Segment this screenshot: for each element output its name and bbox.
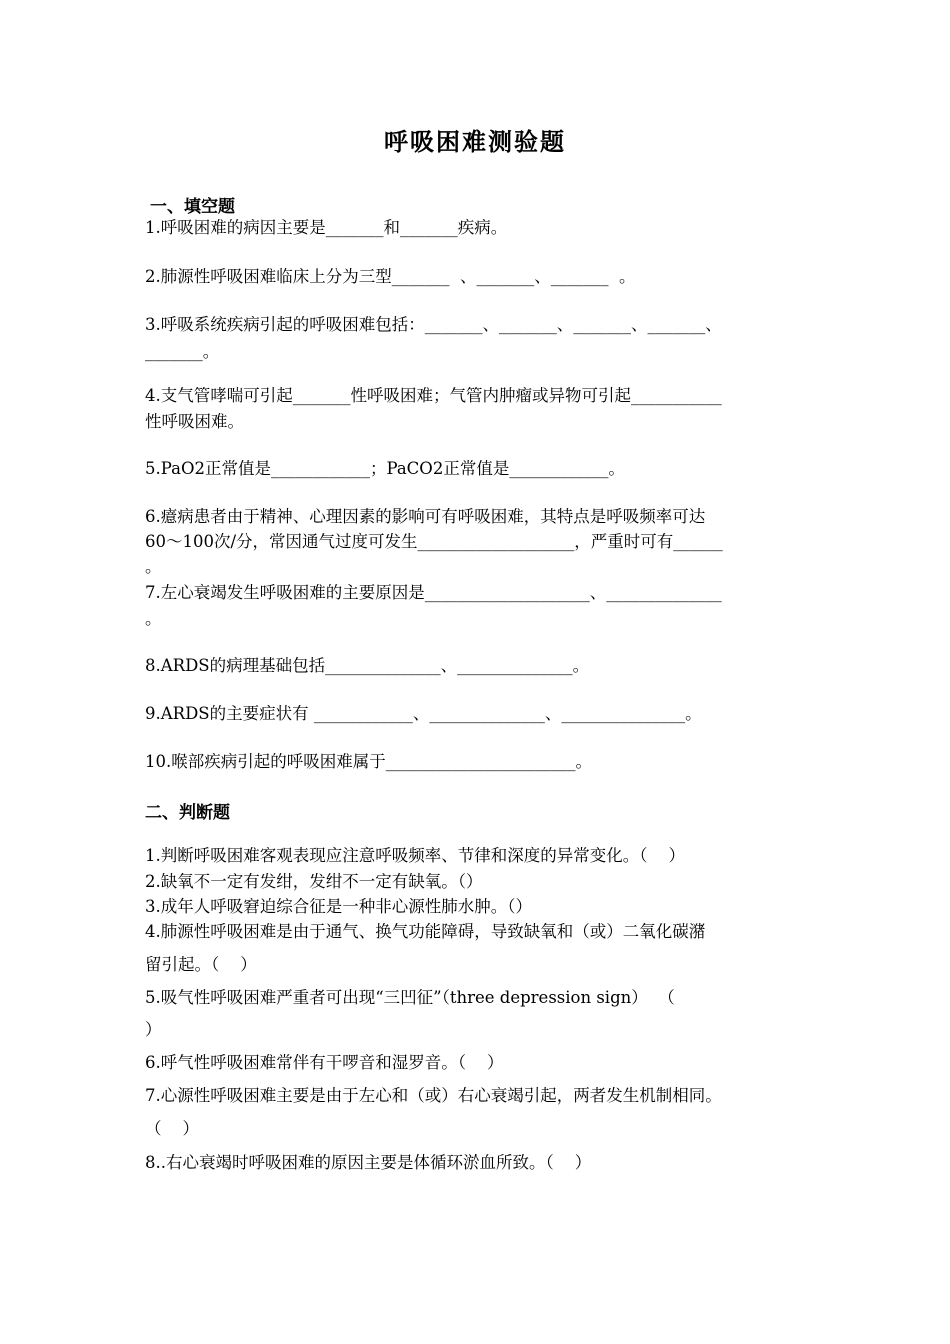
- question-line: （ ）: [145, 1119, 199, 1138]
- question-line: 1.判断呼吸困难客观表现应注意呼吸频率、节律和深度的异常变化。（ ）: [145, 846, 685, 865]
- question-line: 6.呼气性呼吸困难常伴有干啰音和湿罗音。（ ）: [145, 1053, 504, 1072]
- question-line: 4.肺源性呼吸困难是由于通气、换气功能障碍，导致缺氧和（或）二氧化碳潴: [145, 922, 706, 941]
- question-line: 4.支气管哮喘可引起_______性呼吸困难；气管内肿瘤或异物可引起___________: [145, 386, 722, 405]
- page-title: 呼吸困难测验题: [384, 128, 566, 156]
- question-line: 3.呼吸系统疾病引起的呼吸困难包括：_______、_______、_______、_______、: [145, 315, 722, 334]
- section-heading-fill: 一、填空题: [150, 197, 235, 217]
- question-line: 10.喉部疾病引起的呼吸困难属于_______________________。: [145, 752, 592, 771]
- question-line: 8.ARDS的病理基础包括______________、______________。: [145, 656, 590, 675]
- section-heading-judge: 二、判断题: [145, 803, 230, 823]
- question-line: 2.缺氧不一定有发绀，发绀不一定有缺氧。（）: [145, 872, 483, 891]
- question-line: 6.癔病患者由于精神、心理因素的影响可有呼吸困难，其特点是呼吸频率可达: [145, 507, 706, 526]
- question-line: 7.左心衰竭发生呼吸困难的主要原因是____________________、______________: [145, 583, 722, 602]
- question-line: 7.心源性呼吸困难主要是由于左心和（或）右心衰竭引起，两者发生机制相同。: [145, 1086, 722, 1105]
- question-line: 8..右心衰竭时呼吸困难的原因主要是体循环淤血所致。（ ）: [145, 1153, 592, 1172]
- question-line: 性呼吸困难。: [145, 412, 244, 431]
- question-line: 5.PaO2正常值是____________；PaCO2正常值是____________。: [145, 459, 625, 478]
- question-line: 。: [145, 609, 162, 628]
- question-line: 5.吸气性呼吸困难严重者可出现“三凹征”（three depression sign） （: [145, 988, 675, 1007]
- question-line: 。: [145, 557, 162, 576]
- question-line: 3.成年人呼吸窘迫综合征是一种非心源性肺水肿。（）: [145, 897, 532, 916]
- question-line: 1.呼吸困难的病因主要是_______和_______疾病。: [145, 218, 508, 237]
- question-line: _______。: [145, 342, 220, 361]
- question-line: ）: [145, 1020, 162, 1039]
- question-line: 9.ARDS的主要症状有 ____________、______________、_______________。: [145, 704, 702, 723]
- question-line: 60～100次/分，常因通气过度可发生___________________，严重时可有______: [145, 532, 723, 551]
- question-line: 留引起。（ ）: [145, 955, 257, 974]
- question-line: 2.肺源性呼吸困难临床上分为三型_______ 、_______、_______ 。: [145, 267, 636, 286]
